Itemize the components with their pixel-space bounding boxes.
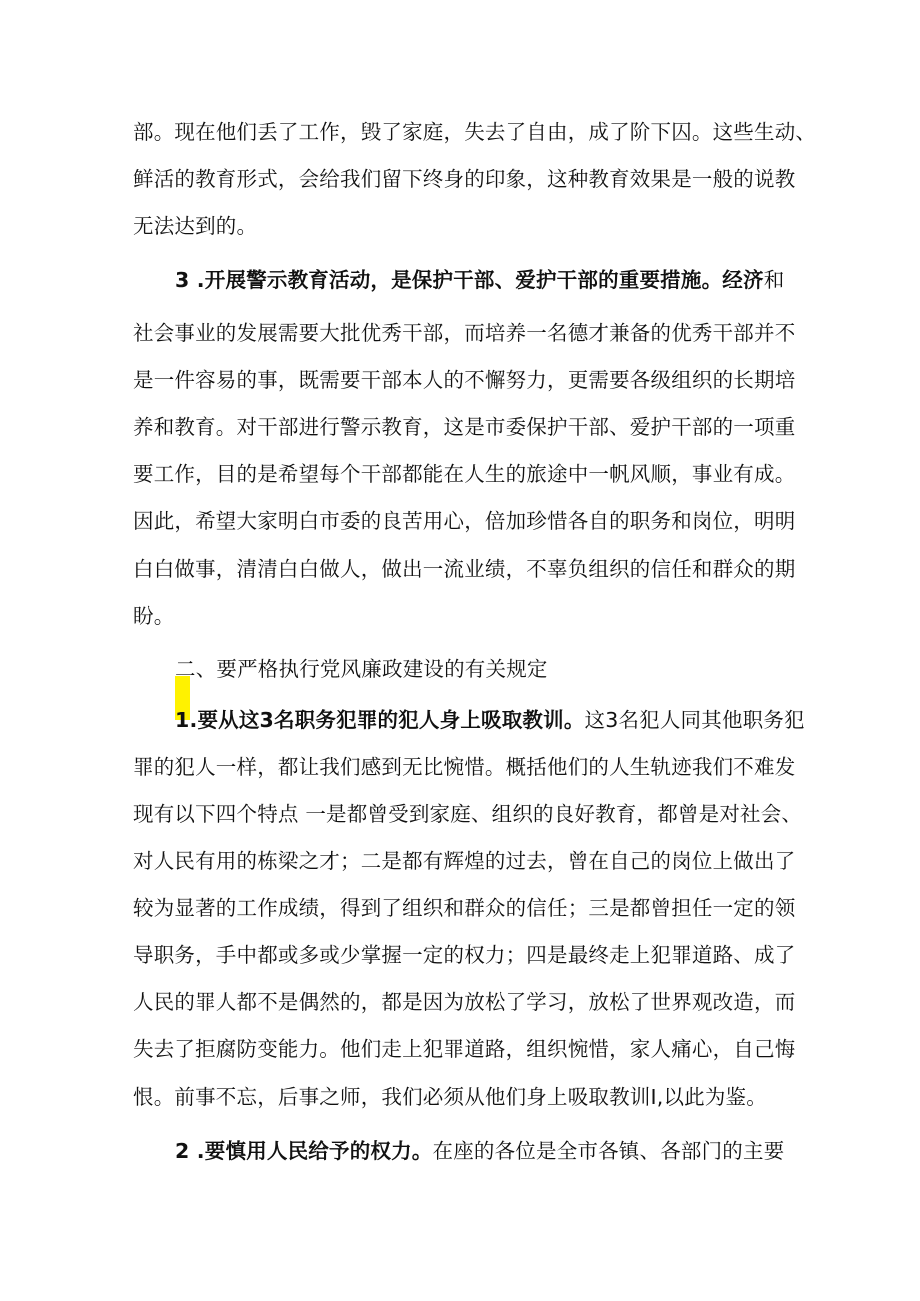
paragraph-line: 社会事业的发展需要大批优秀干部，而培养一名德才兼备的优秀干部并不 xyxy=(133,321,796,345)
paragraph-line: 无法达到的。 xyxy=(133,214,258,238)
paragraph-line: 较为显著的工作成绩，得到了组织和群众的信任；三是都曾担任一定的领 xyxy=(133,896,796,920)
paragraph-line: 失去了拒腐防变能力。他们走上犯罪道路，组织惋惜，家人痛心，自己悔 xyxy=(133,1037,796,1061)
paragraph-line: 鲜活的教育形式，会给我们留下终身的印象，这种教育效果是一般的说教 xyxy=(133,167,796,191)
heading-trailing-text: 这3名犯人同其他职务犯 xyxy=(584,708,805,732)
paragraph-line: 白白做事，清清白白做人，做出一流业绩，不辜负组织的信任和群众的期 xyxy=(133,557,796,581)
paragraph-line: 要工作，目的是希望每个干部都能在人生的旅途中一帆风顺，事业有成。 xyxy=(133,462,796,486)
heading-trailing-text: 在座的各位是全市各镇、各部门的主要 xyxy=(432,1139,785,1163)
section-heading-line xyxy=(175,705,805,735)
paragraph-line: 因此，希望大家明白市委的良苦用心，倍加珍惜各自的职务和岗位，明明 xyxy=(133,509,796,533)
paragraph-line: 罪的犯人一样，都让我们感到无比惋惜。概括他们的人生轨迹我们不难发 xyxy=(133,755,796,779)
section-heading-3: 3 .开展警示教育活动，是保护干部、爱护干部的重要措施。经济 xyxy=(175,268,764,292)
subsection-title: 二、要严格执行党风廉政建设的有关规定 xyxy=(175,657,548,681)
paragraph-line: 是一件容易的事，既需要干部本人的不懈努力，更需要各级组织的长期培 xyxy=(133,368,796,392)
paragraph-line: 现有以下四个特点 一是都曾受到家庭、组织的良好教育，都曾是对社会、 xyxy=(133,802,803,826)
paragraph-line: 恨。前事不忘，后事之师，我们必须从他们身上吸取教训I,以此为鉴。 xyxy=(133,1085,767,1109)
paragraph-line: 导职务，手中都或多或少掌握一定的权力；四是最终走上犯罪道路、成了 xyxy=(133,943,796,967)
paragraph-line: 养和教育。对干部进行警示教育，这是市委保护干部、爱护干部的一项重 xyxy=(133,415,796,439)
heading-trailing-text: 和 xyxy=(763,268,785,292)
section-heading-2: 2 .要慎用人民给予的权力。 xyxy=(175,1139,433,1163)
section-heading-line xyxy=(175,265,784,295)
paragraph-line: 盼。 xyxy=(133,604,175,628)
paragraph-line: 部。现在他们丢了工作，毁了家庭，失去了自由，成了阶下囚。这些生动、 xyxy=(133,120,817,144)
section-heading-line xyxy=(175,1136,784,1166)
paragraph-line: 对人民有用的栋梁之才；二是都有辉煌的过去，曾在自己的岗位上做出了 xyxy=(133,849,796,873)
paragraph-line: 人民的罪人都不是偶然的，都是因为放松了学习，放松了世界观改造，而 xyxy=(133,990,796,1014)
section-heading-1: 1.要从这3名职务犯罪的犯人身上吸取教训。 xyxy=(175,708,585,732)
